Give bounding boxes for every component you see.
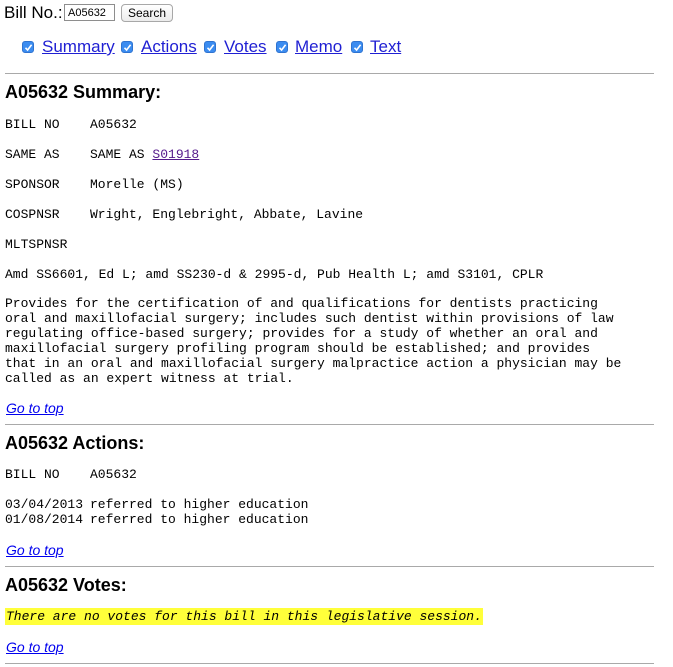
check-icon xyxy=(206,43,215,52)
action-text: referred to higher education xyxy=(90,512,309,527)
description-line: that in an oral and maxillofacial surgery malpractice action a physician may be xyxy=(5,356,622,371)
summary-value: Morelle (MS) xyxy=(90,177,184,192)
no-votes-message: There are no votes for this bill in this legislative session. xyxy=(6,609,482,624)
check-icon xyxy=(353,43,362,52)
votes-heading: A05632 Votes: xyxy=(5,575,127,595)
actions-link[interactable]: Actions xyxy=(141,37,197,56)
text-checkbox[interactable] xyxy=(351,41,363,53)
actions-bill-key: BILL NO xyxy=(5,467,60,482)
memo-checkbox[interactable] xyxy=(276,41,288,53)
amends-text: Amd SS6601, Ed L; amd SS230-d & 2995-d, Pub Health L; amd S3101, CPLR xyxy=(5,267,544,282)
action-date: 01/08/2014 xyxy=(5,512,84,527)
check-icon xyxy=(24,43,33,52)
divider xyxy=(5,566,654,567)
search-button[interactable]: Search xyxy=(121,4,173,22)
same-as-bill-link[interactable]: S01918 xyxy=(152,147,200,162)
divider xyxy=(5,424,654,425)
go-to-top-link[interactable]: Go to top xyxy=(6,639,64,655)
bill-no-label: Bill No.: xyxy=(4,3,63,22)
check-icon xyxy=(278,43,287,52)
summary-key: MLTSPNSR xyxy=(5,237,68,252)
action-date: 03/04/2013 xyxy=(5,497,84,512)
actions-bill-value: A05632 xyxy=(90,467,137,482)
bill-description xyxy=(5,296,621,386)
action-text: referred to higher education xyxy=(90,497,309,512)
go-to-top-link[interactable]: Go to top xyxy=(6,542,64,558)
summary-value: Wright, Englebright, Abbate, Lavine xyxy=(90,207,364,222)
summary-value xyxy=(90,147,199,162)
actions-checkbox[interactable] xyxy=(121,41,133,53)
description-line: maxillofacial surgery profiling program should be established; and provides xyxy=(5,341,591,356)
summary-link[interactable]: Summary xyxy=(42,37,115,56)
description-line: regulating office-based surgery; provides for a study of whether an oral and xyxy=(5,326,598,341)
text-link[interactable]: Text xyxy=(370,37,402,56)
description-line: called as an expert witness at trial. xyxy=(5,371,294,386)
summary-key: COSPNSR xyxy=(5,207,60,222)
votes-link[interactable]: Votes xyxy=(224,37,267,56)
divider xyxy=(5,663,654,664)
description-line: oral and maxillofacial surgery; includes such dentist within provisions of law xyxy=(5,311,614,326)
same-as-label: SAME AS xyxy=(90,147,153,162)
summary-key: SAME AS xyxy=(5,147,60,162)
actions-heading: A05632 Actions: xyxy=(5,433,145,453)
summary-key: BILL NO xyxy=(5,117,60,132)
check-icon xyxy=(123,43,132,52)
votes-checkbox[interactable] xyxy=(204,41,216,53)
summary-checkbox[interactable] xyxy=(22,41,34,53)
divider xyxy=(5,73,654,74)
description-line: Provides for the certification of and qualifications for dentists practicing xyxy=(5,296,598,311)
go-to-top-link[interactable]: Go to top xyxy=(6,400,64,416)
memo-link[interactable]: Memo xyxy=(295,37,343,56)
summary-key: SPONSOR xyxy=(5,177,60,192)
bill-number-input[interactable] xyxy=(64,4,115,21)
summary-heading: A05632 Summary: xyxy=(5,82,162,102)
summary-value: A05632 xyxy=(90,117,137,132)
